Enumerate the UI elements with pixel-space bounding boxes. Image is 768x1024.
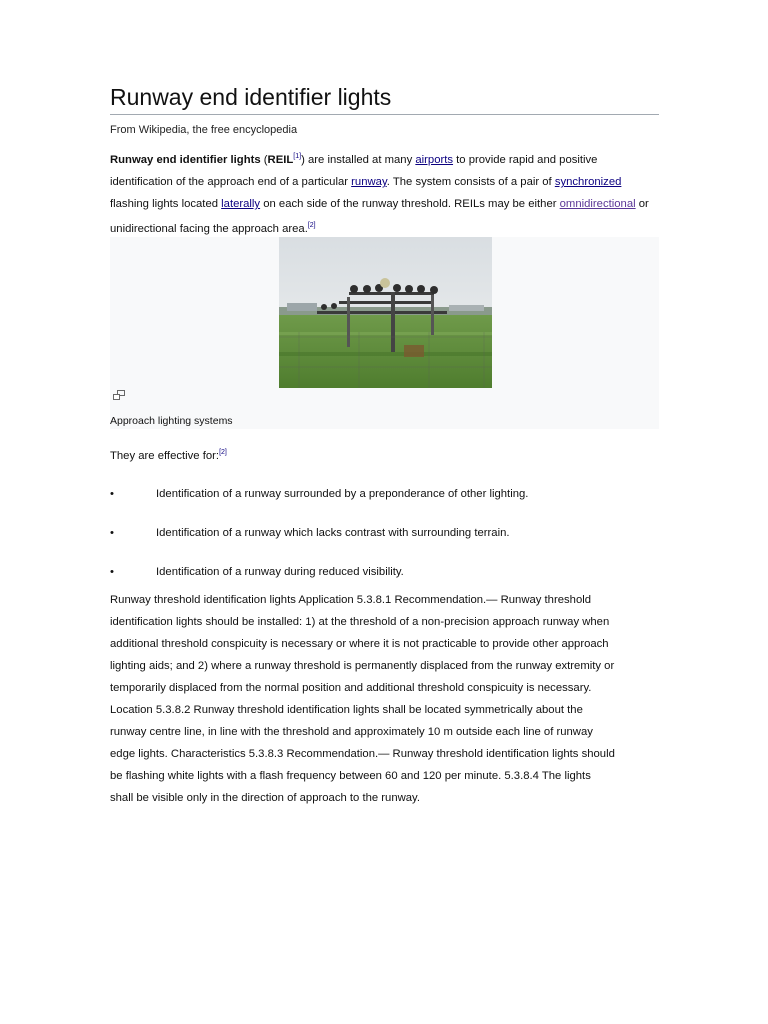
body-line: temporarily displaced from the normal position and additional threshold conspicuity is necessary. (110, 682, 592, 694)
body-line: be flashing white lights with a flash frequency between 60 and 120 per minute. 5.3.8.4 The lights (110, 770, 591, 782)
citation-2[interactable]: [2] (307, 222, 316, 229)
page-title: Runway end identifier lights (110, 84, 659, 115)
citation-1[interactable]: [1] (293, 153, 302, 160)
approach-lights-photo[interactable] (279, 237, 492, 388)
body-paragraph (110, 589, 670, 809)
bold-term: Runway end identifier lights (110, 154, 261, 166)
effective-for-text (110, 449, 227, 462)
list-item-text: Identification of a runway which lacks contrast with surrounding terrain. (156, 527, 510, 539)
body-line: identification lights should be installed: 1) at the threshold of a non-precision approach runway when (110, 616, 610, 628)
intro-text-6: on each side of the runway threshold. REILs may be either (260, 198, 560, 210)
link-airports[interactable]: airports (415, 154, 454, 166)
intro-text-5: flashing lights located (110, 198, 222, 210)
abbr: REIL (267, 154, 294, 166)
link-synchronized[interactable]: synchronized (554, 176, 622, 188)
intro-text-3: to provide rapid and positive identification of the approach end of a particular (110, 154, 598, 188)
body-line: lighting aids; and 2) where a runway threshold is permanently displaced from the runway extremity or (110, 660, 615, 672)
bullet-dot: • (110, 527, 114, 539)
intro-text-7: or unidirectional facing the approach area. (110, 198, 649, 235)
figure-caption: Approach lighting systems (110, 415, 233, 427)
tagline: From Wikipedia, the free encyclopedia (110, 124, 298, 136)
effective-label: They are effective for: (110, 450, 220, 462)
body-line: runway centre line, in line with the threshold and approximately 10 m outside each line of runway (110, 726, 593, 738)
citation-3[interactable]: [2] (219, 449, 227, 456)
bullet-dot: • (110, 566, 114, 578)
body-line: additional threshold conspicuity is necessary or where it is not practicable to provide other approach (110, 638, 609, 650)
bullet-dot: • (110, 488, 114, 500)
body-line: Runway threshold identification lights Application 5.3.8.1 Recommendation.— Runway threshold (110, 594, 592, 606)
intro-text-2: ) are installed at many (301, 154, 416, 166)
list-item-text: Identification of a runway surrounded by a preponderance of other lighting. (156, 488, 529, 500)
link-laterally[interactable]: laterally (221, 198, 261, 210)
intro-text-1: ( (260, 154, 268, 166)
list-item-text: Identification of a runway during reduced visibility. (156, 566, 404, 578)
link-runway[interactable]: runway (351, 176, 387, 188)
intro-text-4: . The system consists of a pair of (386, 176, 555, 188)
intro-paragraph (110, 146, 660, 240)
body-line: edge lights. Characteristics 5.3.8.3 Recommendation.— Runway threshold identification lights should (110, 748, 615, 760)
body-line: Location 5.3.8.2 Runway threshold identification lights shall be located symmetrically about the (110, 704, 583, 716)
thumbnail-figure (110, 237, 659, 429)
body-line: shall be visible only in the direction of approach to the runway. (110, 792, 421, 804)
link-omnidirectional[interactable]: omnidirectional (559, 198, 636, 210)
magnify-clip-icon[interactable] (113, 390, 125, 400)
